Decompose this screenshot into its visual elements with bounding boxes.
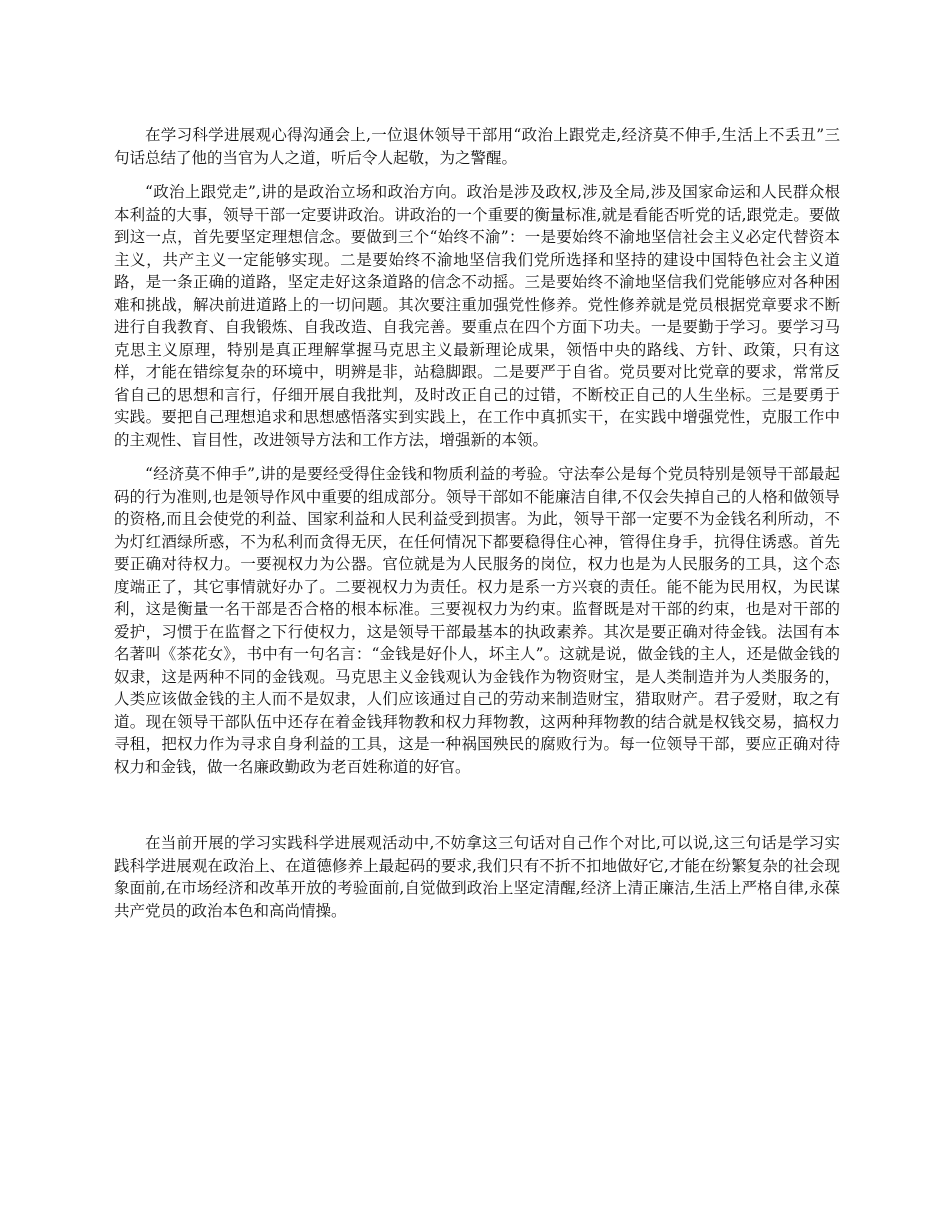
paragraph-politics: “政治上跟党走”,讲的是政治立场和政治方向。政治是涉及政权,涉及全局,涉及国家命运和人民群众根本利益的大事，领导干部一定要讲政治。讲政治的一个重要的衡量标准,就是看能否听党的话,跟党走。要做到这一点，首先要坚定理想信念。要做到三个“始终不渝”：一是要始终不渝地坚信社会主义必定代替资本主义，共产主义一定能够实现。二是要始终不渝地坚信我们党所选择和坚持的建设中国特色社会主义道路，是一条正确的道路，坚定走好这条道路的信念不动摇。三是要始终不渝地坚信我们党能够应对各种困难和挑战，解决前进道路上的一切问题。其次要注重加强党性修养。党性修养就是党员根据党章要求不断进行自我教育、自我锻炼、自我改造、自我完善。要重点在四个方面下功夫。一是要勤于学习。要学习马克思主义原理，特别是真正理解掌握马克思主义最新理论成果，领悟中央的路线、方针、政策，只有这样，才能在错综复杂的环境中，明辨是非，站稳脚跟。二是要严于自省。党员要对比党章的要求，常常反省自己的思想和言行，仔细开展自我批判，及时改正自己的过错，不断校正自己的人生坐标。三是要勇于实践。要把自己理想追求和思想感悟落实到实践上，在工作中真抓实干，在实践中增强党性，克服工作中的主观性、盲目性，改进领导方法和工作方法，增强新的本领。 bbox=[114, 183, 840, 449]
paragraph-spacer bbox=[114, 790, 840, 832]
document-page bbox=[114, 124, 840, 934]
paragraph-conclusion: 在当前开展的学习实践科学进展观活动中,不妨拿这三句话对自己作个对比,可以说,这三句话是学习实践科学进展观在政治上、在道德修养上最起码的要求,我们只有不折不扣地做好它,才能在纷繁复杂的社会现象面前,在市场经济和改革开放的考验面前,自觉做到政治上坚定清醒,经济上清正廉洁,生活上严格自律,永葆共产党员的政治本色和高尚情操。 bbox=[114, 834, 840, 920]
paragraph-intro: 在学习科学进展观心得沟通会上,一位退休领导干部用“政治上跟党走,经济莫不伸手,生活上不丢丑”三句话总结了他的当官为人之道，听后令人起敬，为之警醒。 bbox=[114, 126, 840, 167]
paragraph-economy: “经济莫不伸手”,讲的是要经受得住金钱和物质利益的考验。守法奉公是每个党员特别是领导干部最起码的行为准则,也是领导作风中重要的组成部分。领导干部如不能廉洁自律,不仅会失掉自己的人格和做领导的资格,而且会使党的利益、国家利益和人民利益受到损害。为此，领导干部一定要不为金钱名利所动，不为灯红酒绿所惑，不为私利而贪得无厌，在任何情况下都要稳得住心神，管得住身手，抗得住诱惑。首先要正确对待权力。一要视权力为公器。官位就是为人民服务的岗位，权力也是为人民服务的工具，这个态度端正了，其它事情就好办了。二要视权力为责任。权力是系一方兴衰的责任。能不能为民用权，为民谋利，这是衡量一名干部是否合格的根本标准。三要视权力为约束。监督既是对干部的约束，也是对干部的爱护，习惯于在监督之下行使权力，这是领导干部最基本的执政素养。其次是要正确对待金钱。法国有本名著叫《茶花女》，书中有一句名言：“金钱是好仆人，坏主人”。这就是说，做金钱的主人，还是做金钱的奴隶，这是两种不同的金钱观。马克思主义金钱观认为金钱作为物资财宝，是人类制造并为人类服务的，人类应该做金钱的主人而不是奴隶，人们应该通过自己的劳动来制造财宝，猎取财产。君子爱财，取之有道。现在领导干部队伍中还存在着金钱拜物教和权力拜物教，这两种拜物教的结合就是权钱交易，搞权力寻租，把权力作为寻求自身利益的工具，这是一种祸国殃民的腐败行为。每一位领导干部，要应正确对待权力和金钱，做一名廉政勤政为老百姓称道的好官。 bbox=[114, 465, 840, 776]
